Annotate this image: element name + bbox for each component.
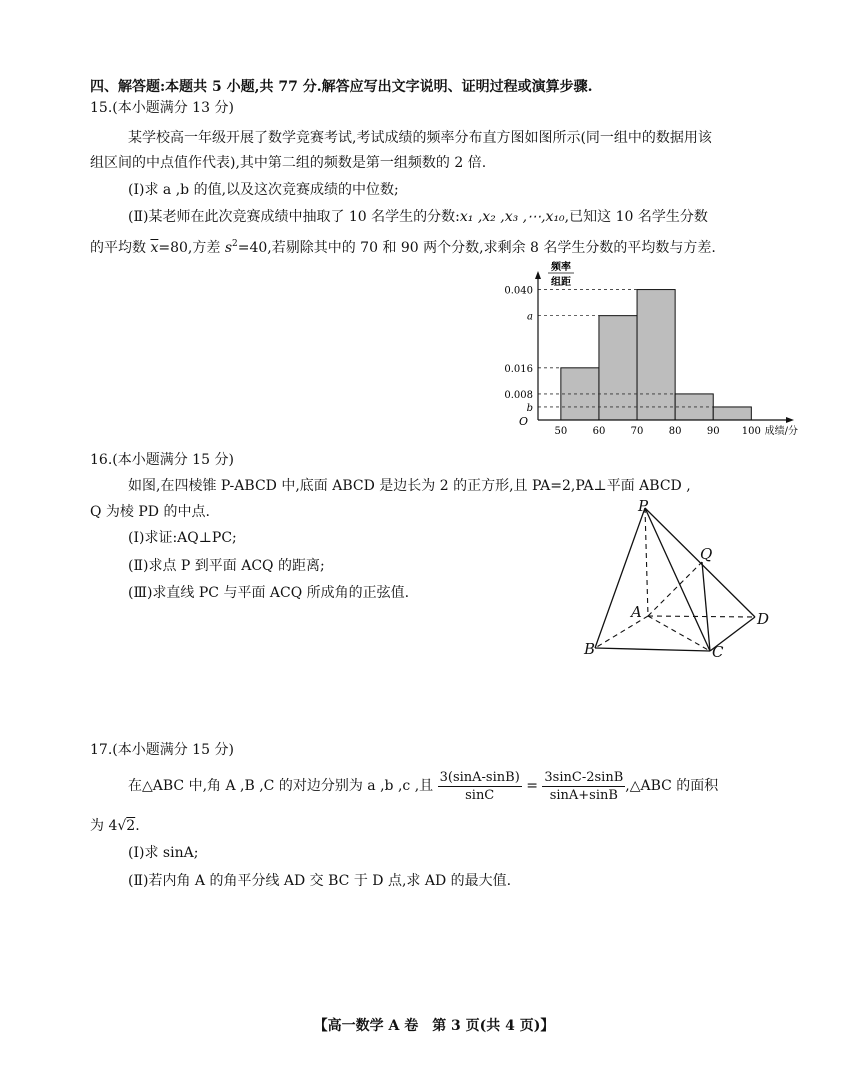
edge-AQ-hidden	[648, 562, 702, 616]
q17-frac1-denominator: sinC	[465, 787, 495, 803]
edge-PC	[645, 508, 713, 651]
y-tick-label: 0.040	[504, 285, 533, 297]
y-tick-label: 0.008	[504, 389, 533, 401]
q16-part3: (Ⅲ)求直线 PC 与平面 ACQ 所成角的正弦值.	[128, 585, 410, 601]
label-Q: Q	[700, 545, 713, 563]
q17-line2-text-a: 为 4	[90, 818, 118, 834]
q17-equals: =	[526, 778, 538, 794]
x-tick-label: 50	[554, 426, 568, 437]
q17-fraction-left	[438, 769, 522, 804]
pyramid-figure	[580, 498, 780, 664]
q15-part2-vars: x₁ ,x₂ ,x₃ ,⋯,x₁₀	[459, 209, 565, 225]
q15-part2-line1	[128, 207, 708, 227]
label-A: A	[631, 603, 642, 621]
histogram-bar	[599, 316, 637, 420]
origin-label: O	[518, 415, 528, 428]
q17-line1-text-a: 在△ABC 中,角 A ,B ,C 的对边分别为 a ,b ,c ,且	[128, 778, 434, 794]
q15-para1-line1: 某学校高一年级开展了数学竞赛考试,考试成绩的频率分布直方图如图所示(同一组中的数据用该	[128, 130, 712, 146]
label-P: P	[638, 498, 649, 515]
edge-PB	[595, 508, 645, 648]
x-tick-label: 60	[592, 426, 606, 437]
q17-radicand: 2	[126, 818, 136, 834]
x-tick-label: 80	[668, 426, 682, 437]
q15-part1: (Ⅰ)求 a ,b 的值,以及这次竞赛成绩的中位数;	[128, 182, 399, 198]
q16-title: 16.(本小题满分 15 分)	[90, 452, 234, 468]
histogram-bar	[713, 407, 751, 420]
y-tick-label: b	[526, 402, 533, 414]
q16-para2: Q 为棱 PD 的中点.	[90, 504, 210, 520]
x-axis-label: 成绩/分	[764, 426, 798, 437]
edge-AD-hidden	[648, 616, 755, 617]
page-footer: 【高一数学 A 卷 第 3 页(共 4 页)】	[313, 1018, 555, 1034]
edge-PA-hidden	[645, 508, 648, 616]
edge-QC	[702, 562, 710, 651]
label-C: C	[712, 643, 724, 661]
label-D: D	[757, 610, 770, 628]
label-B: B	[584, 640, 596, 658]
y-tick-label: 0.016	[504, 363, 533, 375]
q17-line2-text-b: .	[135, 818, 140, 834]
q17-part2: (Ⅱ)若内角 A 的角平分线 AD 交 BC 于 D 点,求 AD 的最大值.	[128, 873, 512, 889]
q17-frac1-numerator: 3(sinA-sinB)	[439, 769, 520, 785]
edge-AC-hidden	[648, 616, 710, 651]
x-tick-label: 100	[741, 426, 761, 437]
q17-frac2-denominator: sinA+sinB	[549, 787, 618, 803]
q15-part2-text-b1: 的平均数	[90, 240, 151, 256]
q17-line2	[90, 816, 140, 836]
q17-line1	[128, 767, 718, 805]
y-axis-arrow	[535, 271, 541, 279]
histogram-bar	[637, 290, 675, 420]
section-header: 四、解答题:本题共 5 小题,共 77 分.解答应写出文字说明、证明过程或演算步骤.	[90, 79, 593, 95]
y-tick-label: a	[527, 311, 533, 323]
q15-part2-text-b2: =80,方差	[158, 240, 225, 256]
y-axis-label-bottom: 组距	[551, 277, 571, 288]
q17-line1-text-b: ,△ABC 的面积	[625, 778, 719, 794]
q15-title: 15.(本小题满分 13 分)	[90, 100, 234, 116]
x-tick-label: 70	[630, 426, 644, 437]
y-axis-label-top: 频率	[551, 262, 571, 273]
histogram-chart	[498, 255, 798, 440]
q15-mean-symbol: $\overline{x}$	[150, 240, 159, 256]
q17-frac2-numerator: 3sinC-2sinB	[544, 769, 624, 785]
q15-part2-text-b3: =40,若剔除其中的 70 和 90 两个分数,求剩余 8 名学生分数的平均数与方差.	[237, 240, 716, 256]
q17-part1: (Ⅰ)求 sinA;	[128, 845, 199, 861]
q15-variance-symbol: s	[224, 240, 232, 256]
q17-fraction-right	[542, 769, 625, 804]
edge-BC	[595, 648, 710, 651]
q15-part2-text-a2: ,已知这 10 名学生分数	[564, 209, 708, 225]
sqrt-sign: √	[117, 818, 127, 834]
q15-part2-text-a: (Ⅱ)某老师在此次竞赛成绩中抽取了 10 名学生的分数:	[128, 209, 460, 225]
x-axis-arrow	[786, 417, 794, 423]
q15-variance-exponent: 2	[232, 239, 238, 249]
q16-part2: (Ⅱ)求点 P 到平面 ACQ 的距离;	[128, 558, 325, 574]
q16-part1: (Ⅰ)求证:AQ⊥PC;	[128, 530, 237, 546]
q15-para1-line2: 组区间的中点值作代表),其中第二组的频数是第一组频数的 2 倍.	[90, 155, 487, 171]
q16-para1: 如图,在四棱锥 P-ABCD 中,底面 ABCD 是边长为 2 的正方形,且 PA=2,PA⊥平面 ABCD ,	[128, 478, 691, 494]
q17-title: 17.(本小题满分 15 分)	[90, 742, 234, 758]
x-tick-label: 90	[706, 426, 720, 437]
